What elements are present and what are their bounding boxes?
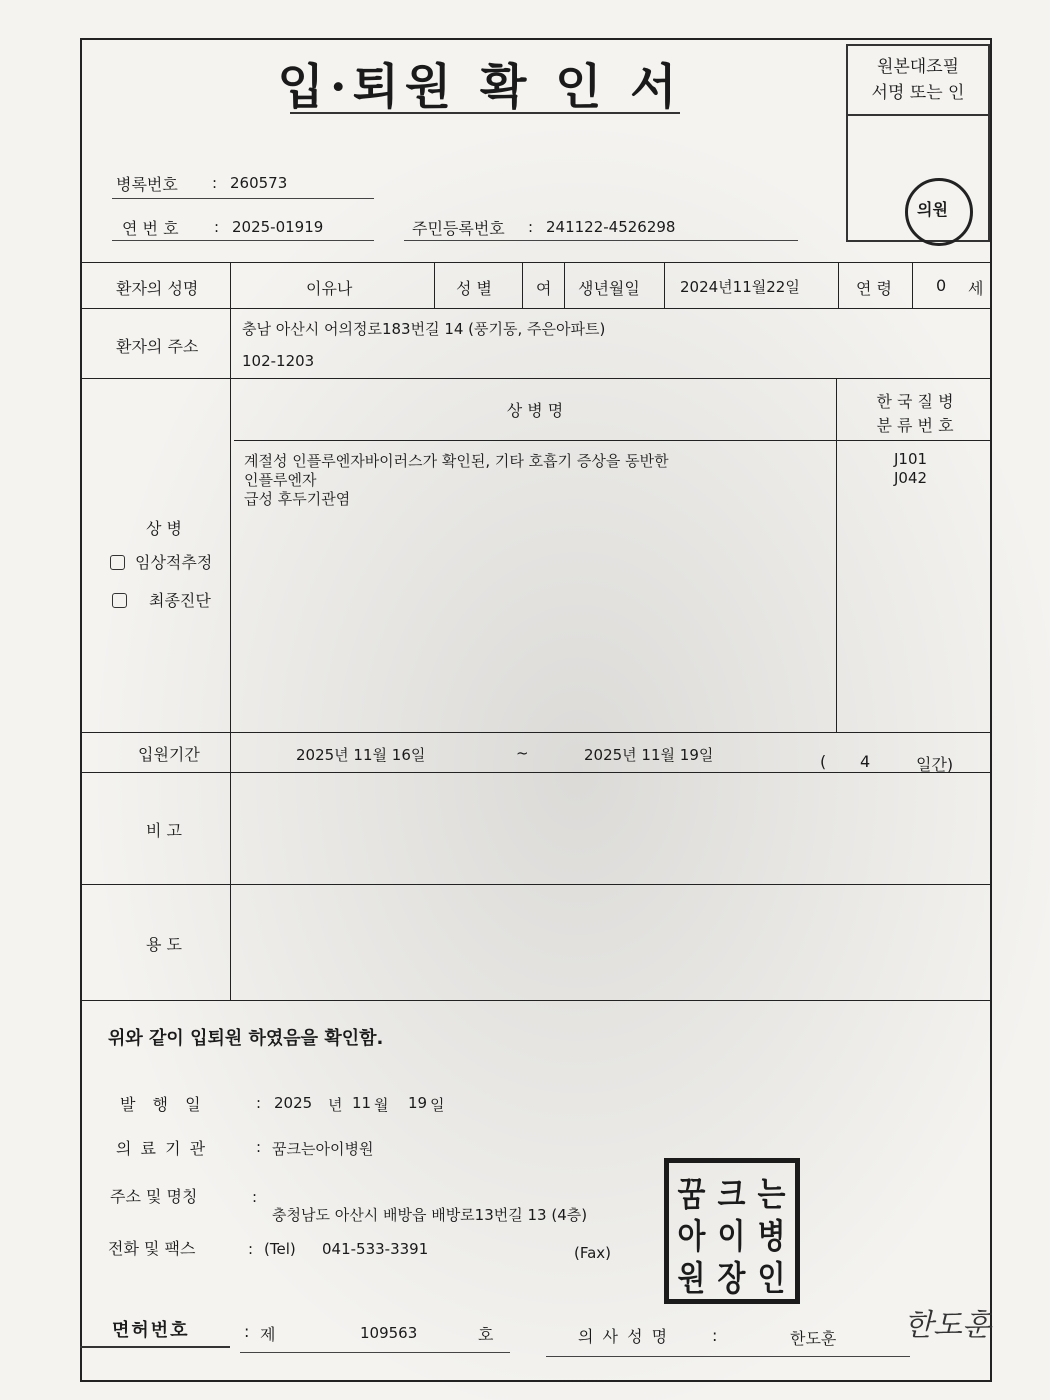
kcd-code-header [838, 390, 992, 438]
admission-days-unit: 일간) [916, 755, 954, 774]
phone-fax-label: 전화 및 팩스 [108, 1239, 196, 1258]
diagnosis-code-1: J101 [894, 450, 928, 468]
days-open-paren: ( [820, 752, 827, 771]
issue-date-colon: : [256, 1094, 262, 1112]
address-line2: 102-1203 [242, 352, 315, 370]
option-clinical-estimate[interactable] [110, 550, 212, 573]
doctor-name-label: 의 사 성 명 [578, 1327, 670, 1346]
issue-date-label: 발 행 일 [120, 1095, 207, 1114]
rrn-value: 241122-4526298 [546, 218, 676, 236]
row-line [80, 308, 992, 309]
option-final-diagnosis-label: 최종진단 [149, 591, 211, 610]
license-label-underline [80, 1346, 230, 1348]
doctor-name-colon: : [712, 1326, 718, 1345]
seal-glyph: 는 [757, 1175, 786, 1215]
admission-tilde: ~ [516, 744, 529, 762]
license-colon: : [244, 1322, 250, 1341]
diagnosis-name-3: 급성 후두기관염 [244, 490, 351, 508]
seal-glyph: 꿈 [677, 1175, 706, 1215]
record-no-value: 260573 [230, 174, 288, 192]
round-seal-icon [905, 178, 973, 246]
issue-date-year-unit: 년 [328, 1096, 343, 1114]
serial-no-value: 2025-01919 [232, 218, 324, 236]
license-label: 면허번호 [112, 1320, 190, 1341]
institution-address-label: 주소 및 명칭 [110, 1187, 198, 1206]
seal-glyph: 장 [717, 1259, 746, 1299]
dob-label: 생년월일 [578, 279, 640, 298]
diagnosis-name-2: 인플루엔자 [244, 471, 317, 489]
certified-copy-label: 원본대조필 [876, 57, 960, 77]
remarks-label: 비 고 [146, 821, 182, 840]
tel-value: 041-533-3391 [322, 1240, 429, 1258]
institution-label: 의 료 기 관 [116, 1139, 208, 1158]
address-label: 환자의 주소 [116, 337, 199, 356]
hospital-seal [664, 1158, 800, 1304]
col-line [230, 262, 231, 1000]
rrn-label: 주민등록번호 [412, 219, 505, 238]
issue-date-day: 19 [408, 1094, 428, 1112]
row-line [80, 378, 992, 379]
issue-date-day-unit: 일 [430, 1096, 445, 1114]
row-line [80, 1000, 992, 1001]
admission-period-label: 입원기간 [138, 745, 200, 764]
table-top-line [80, 262, 992, 263]
checkbox-icon[interactable] [112, 593, 127, 608]
confirmation-text: 위와 같이 입퇴원 하였음을 확인함. [108, 1028, 384, 1049]
license-prefix: 제 [260, 1325, 276, 1344]
row-line [234, 440, 992, 441]
tel-prefix: (Tel) [264, 1240, 296, 1258]
fax-prefix: (Fax) [574, 1244, 612, 1262]
license-number: 109563 [360, 1324, 418, 1342]
title-underline [290, 112, 680, 114]
age-unit: 세 [968, 279, 984, 298]
seal-glyph: 원 [677, 1259, 706, 1299]
issue-date-month-unit: 월 [374, 1096, 389, 1114]
address-line1: 충남 아산시 어의정로183번길 14 (풍기동, 주은아파트) [242, 320, 606, 338]
license-suffix: 호 [478, 1325, 494, 1344]
col-line [564, 262, 565, 308]
phone-fax-colon: : [248, 1240, 254, 1258]
institution-colon: : [256, 1138, 262, 1156]
seal-glyph: 아 [677, 1217, 706, 1257]
institution-value: 꿈크는아이병원 [272, 1140, 374, 1158]
doctor-signature: 한도훈 [904, 1308, 991, 1343]
kcd-code-header-line1: 한 국 질 병 [876, 392, 954, 411]
serial-no-label: 연 번 호 [122, 219, 179, 238]
round-seal-text: 의원 [917, 200, 948, 219]
issue-date-year: 2025 [274, 1094, 313, 1112]
license-underline [240, 1352, 510, 1353]
admission-days: 4 [860, 752, 871, 771]
kcd-code-header-line2: 분 류 번 호 [876, 416, 954, 435]
age-value: 0 [936, 276, 947, 295]
doctor-name-value: 한도훈 [790, 1329, 837, 1348]
option-final-diagnosis[interactable] [112, 588, 211, 611]
seal-glyph: 크 [717, 1175, 746, 1215]
admission-start: 2025년 11월 16일 [296, 746, 426, 764]
col-line [838, 262, 839, 308]
sex-label: 성 별 [456, 279, 492, 298]
seal-glyph: 이 [717, 1217, 746, 1257]
seal-glyph: 병 [757, 1217, 786, 1257]
issue-date-month: 11 [352, 1094, 372, 1112]
row-line [80, 772, 992, 773]
checkbox-icon[interactable] [110, 555, 125, 570]
disease-name-header: 상 병 명 [506, 401, 564, 420]
rrn-underline [404, 240, 798, 241]
document-title: 입·퇴원 확 인 서 [277, 59, 683, 115]
purpose-label: 용 도 [146, 935, 182, 954]
diagnosis-name-1: 계절성 인플루엔자바이러스가 확인된, 기타 호흡기 증상을 동반한 [244, 452, 669, 470]
record-no-label: 병록번호 [116, 175, 178, 194]
dob-value: 2024년11월22일 [680, 278, 800, 296]
age-label: 연 령 [856, 279, 892, 298]
diagnosis-code-2: J042 [894, 469, 928, 487]
disease-section-label: 상 병 [146, 519, 182, 538]
row-line [80, 732, 992, 733]
institution-address-colon: : [252, 1188, 258, 1206]
record-no-underline [112, 198, 374, 199]
seal-glyph: 인 [757, 1259, 786, 1299]
col-line [912, 262, 913, 308]
col-line [664, 262, 665, 308]
institution-address-value: 충청남도 아산시 배방읍 배방로13번길 13 (4층) [272, 1206, 588, 1224]
doctor-name-underline [546, 1356, 910, 1357]
option-clinical-estimate-label: 임상적추정 [135, 553, 213, 572]
col-line [522, 262, 523, 308]
col-line [836, 378, 837, 732]
admission-end: 2025년 11월 19일 [584, 746, 714, 764]
patient-name-label: 환자의 성명 [116, 279, 199, 298]
serial-no-underline [112, 240, 374, 241]
patient-name-value: 이유나 [306, 279, 353, 298]
col-line [434, 262, 435, 308]
sex-value: 여 [536, 279, 552, 298]
row-line [80, 884, 992, 885]
signature-or-seal-label: 서명 또는 인 [871, 83, 965, 103]
